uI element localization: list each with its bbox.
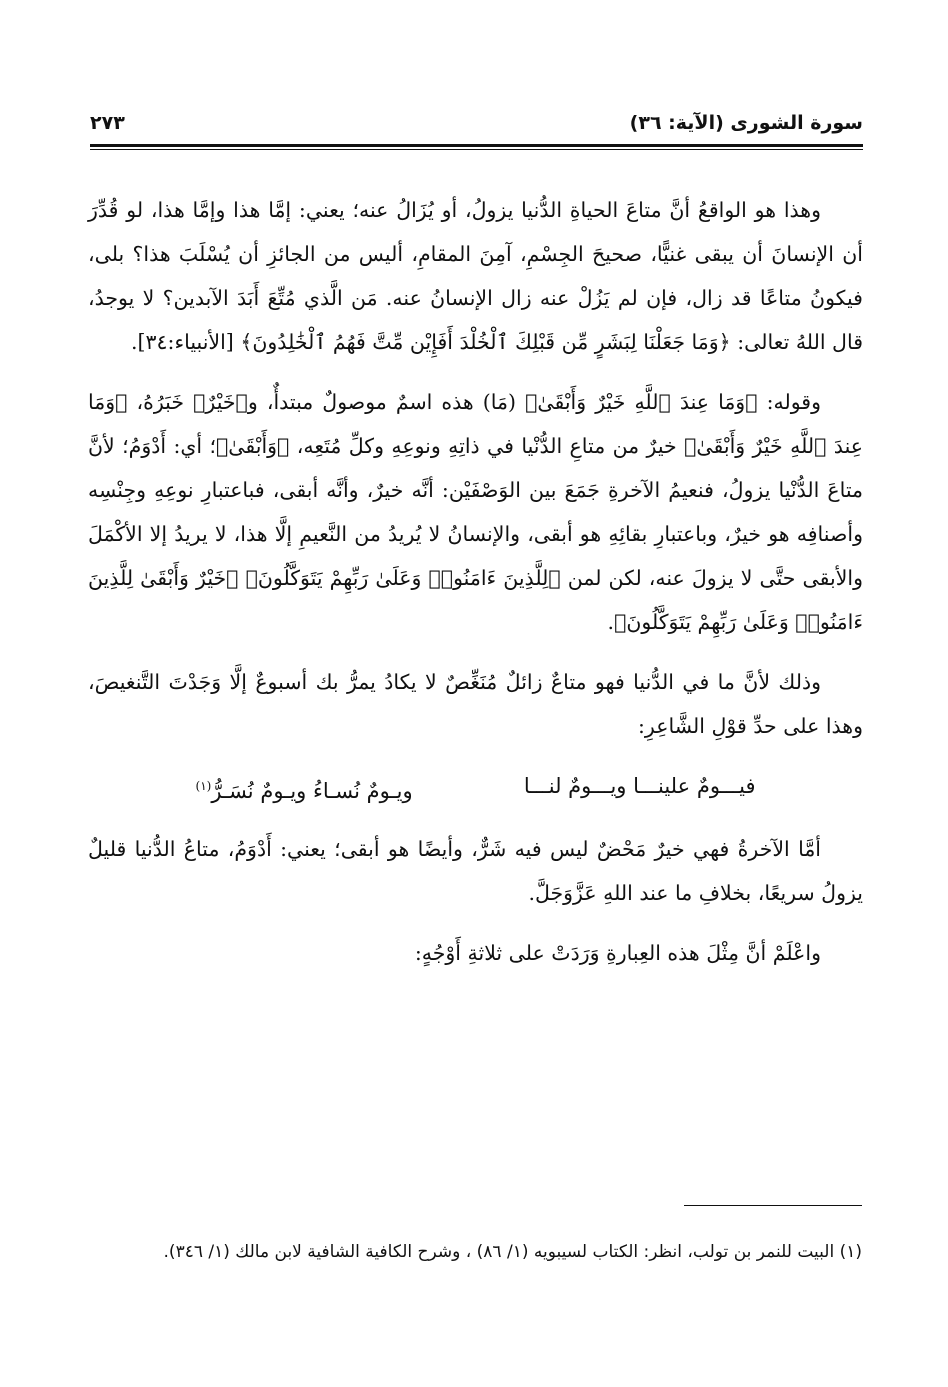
header-rule-thin [90, 149, 863, 150]
quran-quote: ﴿وَمَا جَعَلْنَا لِبَشَرٍ مِّن قَبْلِكَ ٱلْخُلْدَ أَفَإِيْن مِّتَّ فَهُمُ ٱلْخَٰلِدُونَ﴾ [240, 330, 731, 354]
paragraph-1 [88, 188, 863, 364]
verse-first-hemistich: فيـــومٌ علينـــا ويـــومٌ لنـــا [523, 774, 756, 798]
paragraph-1-text: وهذا هو الواقعُ أنَّ متاعَ الحياةِ الدُّنيا يزولُ، أو يُزَالُ عنه؛ يعني: إمَّا هذا وإمَّا هذا، لو قُدِّرَ أن الإنسانَ أن يبقى غنيًّا، صحيحَ الجِسْمِ، آمِنَ المقامِ، أليس من الجائزِ أن يُسْلَبَ هذا؟ بلى، فيكونُ متاعًا قد زال، فإن لم يَزُلْ عنه زال الإنسانُ عنه. مَن الَّذي مُتِّعَ أَبَدَ الآبدين؟ لا يوجدُ، قال اللهُ تعالى: [88, 198, 863, 354]
poetry-verse [196, 764, 756, 813]
header-rule-thick [90, 144, 863, 147]
footnote: (١) البيت للنمر بن تولب، انظر: الكتاب لسيبويه (١/ ٨٦) ، وشرح الكافية الشافية لابن مالك (١/ ٣٤٦). [163, 1242, 862, 1262]
footnote-separator [684, 1205, 862, 1206]
footnote-marker: (١) [195, 779, 212, 793]
verse-second-hemistich [196, 764, 413, 813]
paragraph-4: أمَّا الآخرةُ فهي خيرٌ مَحْضٌ ليس فيه شَرٌّ، وأيضًا هو أبقى؛ يعني: أَدْوَمُ، متاعُ الدُّنيا قليلٌ يزولُ سريعًا، بخلافِ ما عند اللهِ عَزَّوَجَلَّ. [88, 837, 863, 905]
paragraph-5: واعْلَمْ أنَّ مِثْلَ هذه العِبارةِ وَرَدَتْ على ثلاثةِ أَوْجُهٍ: [414, 941, 821, 965]
page-number: ٢٧٣ [90, 112, 125, 134]
quran-reference: [الأنبياء:٣٤]. [131, 330, 234, 354]
paragraph-3: وذلك لأنَّ ما في الدُّنيا فهو متاعٌ زائلٌ مُنَغِّصٌ لا يكادُ يمرُّ بك أسبوعٌ إلَّا وَجَدْتَ التَّنغيصَ، وهذا على حدِّ قوْلِ الشَّاعِرِ: [88, 670, 863, 738]
main-text [88, 188, 863, 991]
page-header [90, 104, 863, 144]
paragraph-2: وقوله: ﴿وَمَا عِندَ ٱللَّهِ خَيْرٌ وَأَبْقَىٰ﴾ (مَا) هذه اسمٌ موصولٌ مبتدأٌ، و﴿خَيْرٌ﴾ خَبَرُهُ، ﴿وَمَا عِندَ ٱللَّهِ خَيْرٌ وَأَبْقَىٰ﴾ خيرٌ من متاعِ الدُّنْيا في ذاتِهِ ونوعِهِ وكلِّ مُتَعِه، ﴿وَأَبْقَىٰ﴾؛ أي: أَدْوَمُ؛ لأنَّ متاعَ الدُّنْيا يزولُ، فنعيمُ الآخرةِ جَمَعَ بين الوَصْفَيْن: أنَّه خيرٌ، وأنَّه أبقى، فباعتبارِ نوعِهِ وجِنْسِه وأصنافِه هو خيرٌ، وباعتبارِ بقائِهِ هو أبقى، والإنسانُ لا يُريدُ من النَّعيمِ إلَّا هذا، لا يريدُ إلا الأكْمَلَ والأبقى حتَّى لا يزولَ عنه، لكن لمن ﴿لِلَّذِينَ ءَامَنُوا۟ وَعَلَىٰ رَبِّهِمْ يَتَوَكَّلُونَ﴾ ﴿خَيْرٌ وَأَبْقَىٰ لِلَّذِينَ ءَامَنُوا۟ وَعَلَىٰ رَبِّهِمْ يَتَوَكَّلُونَ﴾. [88, 390, 863, 634]
verse-second-text: ويـومٌ نُسـاءُ ويـومٌ نُسَـرُّ [211, 779, 413, 803]
running-title: سورة الشورى (الآية: ٣٦) [629, 112, 863, 134]
